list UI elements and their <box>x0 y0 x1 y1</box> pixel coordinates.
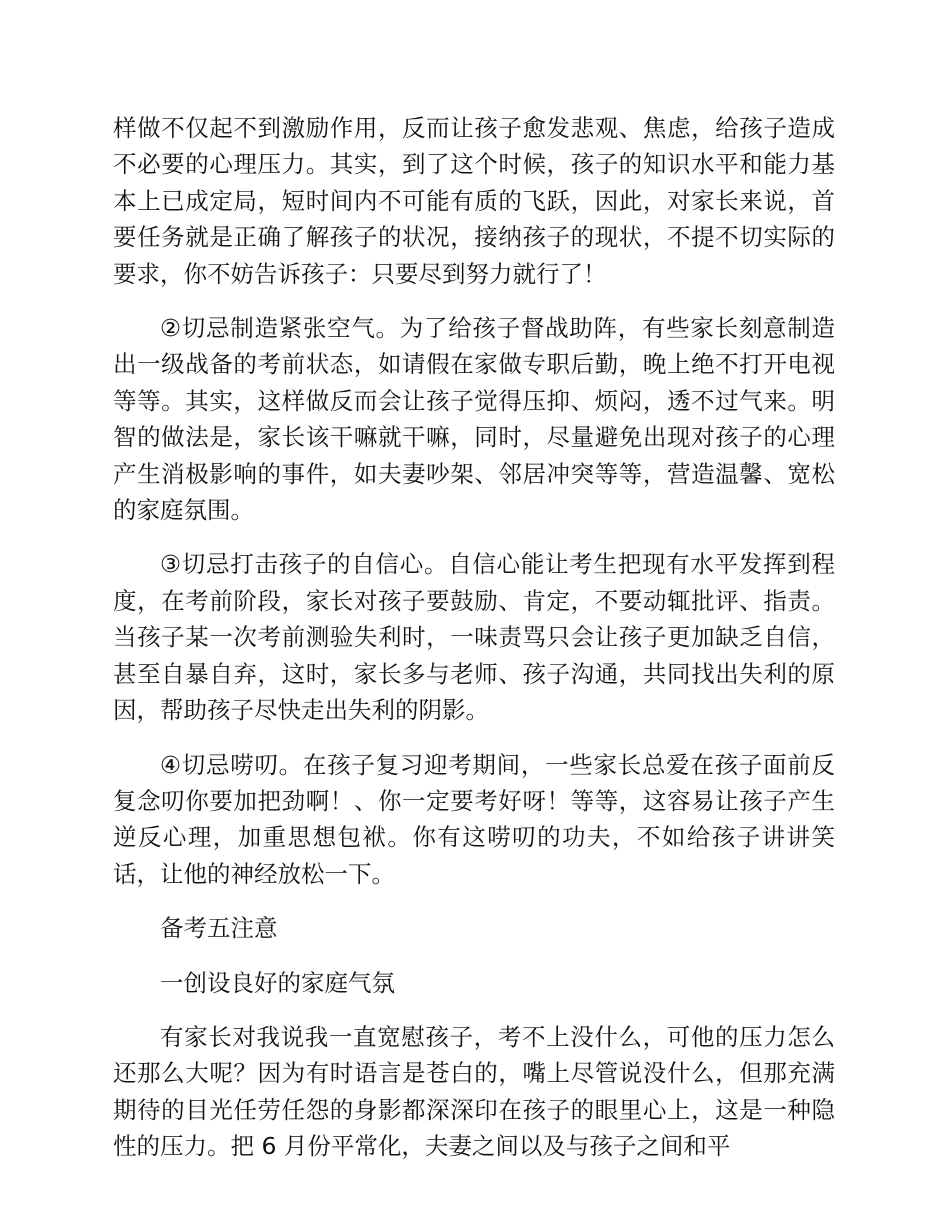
paragraph-family-atmosphere: 有家长对我说我一直宽慰孩子，考不上没什么，可他的压力怎么还那么大呢？因为有时语言是苍白的，嘴上尽管说没什么，但那充满期待的目光任劳任怨的身影都深深印在孩子的眼里心上，这是一种隐性的压力。把 6 月份平常化，夫妻之间以及与孩子之间和平 <box>113 1022 835 1161</box>
paragraph-tip-4: ④切忌唠叨。在孩子复习迎考期间，一些家长总爱在孩子面前反复念叨你要加把劲啊！、你一定要考好呀！等等，这容易让孩子产生逆反心理，加重思想包袱。你有这唠叨的功夫，不如给孩子讲讲笑话，让他的神经放松一下。 <box>113 750 835 888</box>
subsection-heading: 一创设良好的家庭气氛 <box>160 968 395 997</box>
paragraph-tip-3: ③切忌打击孩子的自信心。自信心能让考生把现有水平发挥到程度，在考前阶段，家长对孩子要鼓励、肯定，不要动辄批评、指责。当孩子某一次考前测验失利时，一味责骂只会让孩子更加缺乏自信，甚至自暴自弃，这时，家长多与老师、孩子沟通，共同找出失利的原因，帮助孩子尽快走出失利的阴影。 <box>113 550 835 725</box>
paragraph-tip-2: ②切忌制造紧张空气。为了给孩子督战助阵，有些家长刻意制造出一级战备的考前状态，如请假在家做专职后勤，晚上绝不打开电视等等。其实，这样做反而会让孩子觉得压抑、烦闷，透不过气来。明智的做法是，家长该干嘛就干嘛，同时，尽量避免出现对孩子的心理产生消极影响的事件，如夫妻吵架、邻居冲突等等，营造温馨、宽松的家庭氛围。 <box>113 314 835 525</box>
document-page <box>113 110 835 1183</box>
paragraph-continuation: 样做不仅起不到激励作用，反而让孩子愈发悲观、焦虑，给孩子造成不必要的心理压力。其实，到了这个时候，孩子的知识水平和能力基本上已成定局，短时间内不可能有质的飞跃，因此，对家长来说，首要任务就是正确了解孩子的状况，接纳孩子的现状，不提不切实际的要求，你不妨告诉孩子：只要尽到努力就行了！ <box>113 114 835 288</box>
section-heading: 备考五注意 <box>160 914 278 943</box>
